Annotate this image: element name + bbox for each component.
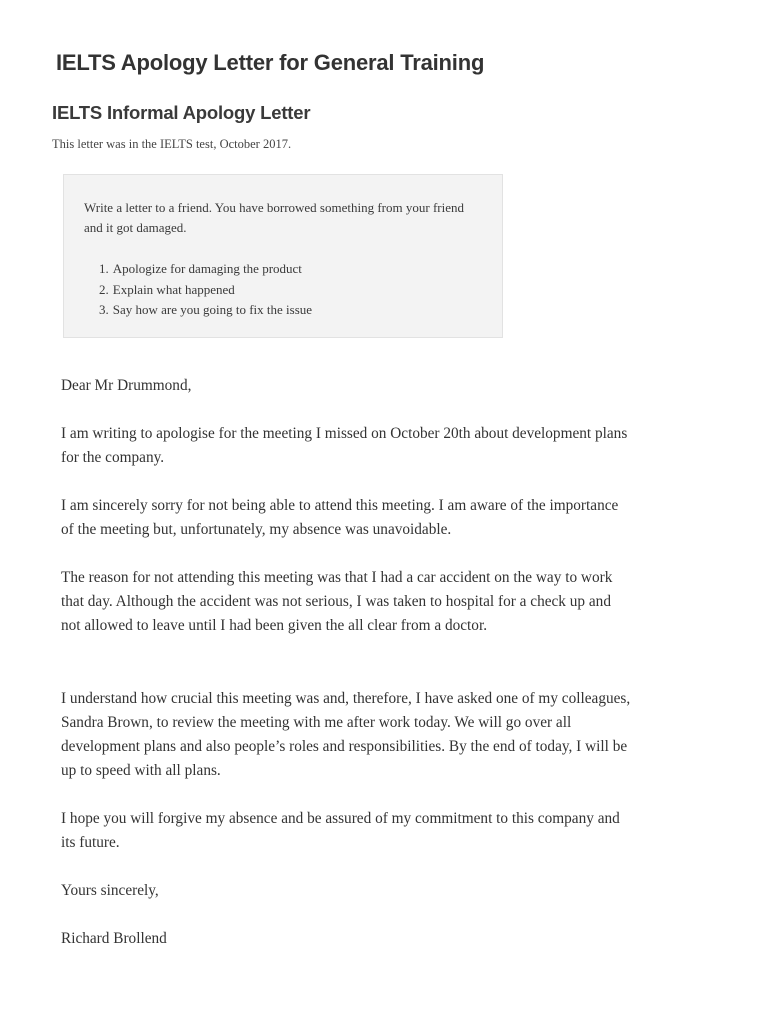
letter-paragraph: The reason for not attending this meeting was that I had a car accident on the way to work that day. Although the accident was not serious, I was taken to hospital for a check up and not allowed to leave until I had been given the all clear from a doctor.: [61, 569, 613, 634]
letter-closing: Yours sincerely,: [61, 882, 159, 899]
task-point-text: Apologize for damaging the product: [112, 261, 302, 276]
task-point-text: Say how are you going to fix the issue: [112, 302, 313, 317]
task-point-number: 1.: [99, 261, 109, 276]
task-point: [99, 300, 312, 321]
task-point-number: 3.: [99, 302, 109, 317]
letter-signature: Richard Brollend: [61, 930, 167, 947]
letter-paragraph: I understand how crucial this meeting was and, therefore, I have asked one of my colleagues, Sandra Brown, to review the meeting with me after work today. We will go over all development plans and also people’s roles and responsibilities. By the end of today, I will be up to speed with all plans.: [61, 690, 631, 779]
section-title: IELTS Informal Apology Letter: [52, 102, 311, 123]
letter-paragraph: I hope you will forgive my absence and be assured of my commitment to this company and its future.: [61, 810, 620, 851]
task-points-list: [99, 259, 312, 321]
task-point: [99, 259, 312, 280]
task-point-number: 2.: [99, 281, 109, 297]
page-title: IELTS Apology Letter for General Training: [56, 50, 485, 75]
letter-paragraph: I am sincerely sorry for not being able to attend this meeting. I am aware of the importance of the meeting but, unfortunately, my absence was unavoidable.: [61, 497, 619, 538]
task-point-text: Explain what happened: [112, 281, 235, 297]
intro-text: This letter was in the IELTS test, October 2017.: [52, 137, 292, 151]
task-point: [99, 280, 312, 301]
task-box: [63, 174, 503, 338]
task-prompt: Write a letter to a friend. You have borrowed something from your friend and it got damaged.: [84, 200, 464, 235]
letter-paragraph: I am writing to apologise for the meeting I missed on October 20th about development plans for the company.: [61, 425, 628, 466]
letter-greeting: Dear Mr Drummond,: [61, 377, 192, 394]
